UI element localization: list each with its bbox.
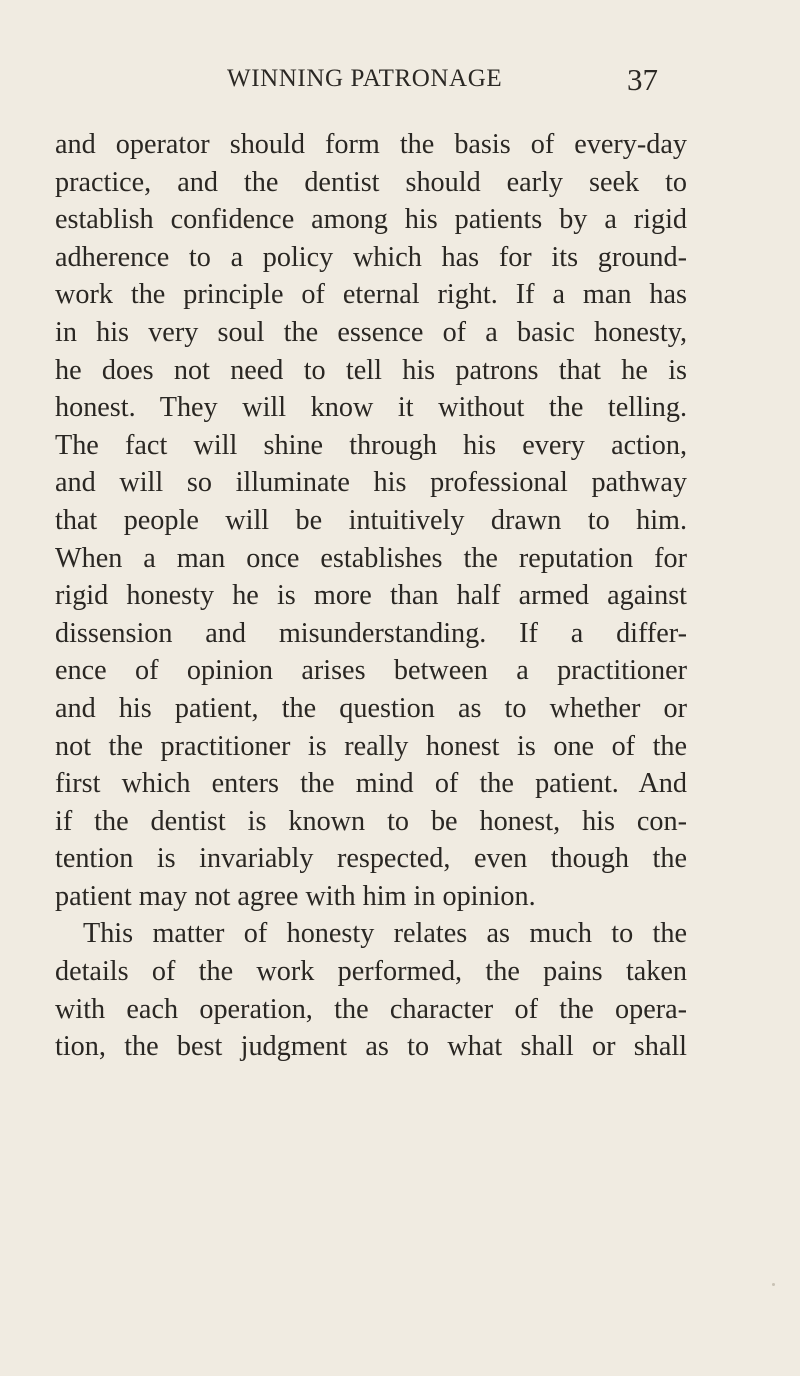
text-line: in his very soul the essence of a basic honesty, [55,316,687,348]
text-line: not the practitioner is really honest is one of the [55,730,687,762]
text-line: tention is invariably respected, even though the [55,843,687,875]
text-line: honest. They will know it without the telling. [55,392,687,424]
running-head-title: WINNING PATRONAGE [227,65,503,92]
text-line: practice, and the dentist should early seek to [55,166,687,198]
text-line: establish confidence among his patients by a rigid [55,204,687,236]
text-line: work the principle of eternal right. If a man has [55,279,687,311]
running-head [0,63,800,103]
text-line: The fact will shine through his every action, [55,429,687,461]
text-line: and will so illuminate his professional pathway [55,467,687,499]
page-number: 37 [627,62,658,97]
text-line: if the dentist is known to be honest, his con- [55,805,687,837]
text-line: he does not need to tell his patrons that he is [55,354,687,386]
body-text [55,126,687,1066]
text-line: details of the work performed, the pains taken [55,956,687,988]
text-line: first which enters the mind of the patient. And [55,768,687,800]
text-line: tion, the best judgment as to what shall or shall [55,1031,687,1063]
text-line: that people will be intuitively drawn to him. [55,504,687,536]
text-line: This matter of honesty relates as much to the [83,918,687,950]
text-line: dissension and misunderstanding. If a differ- [55,617,687,649]
text-line: and his patient, the question as to whether or [55,692,687,724]
text-line: When a man once establishes the reputation for [55,542,687,574]
text-line: adherence to a policy which has for its ground- [55,241,687,273]
text-line: and operator should form the basis of every-day [55,129,687,160]
text-line: ence of opinion arises between a practitioner [55,655,687,687]
text-line: with each operation, the character of the opera- [55,993,687,1025]
text-line: rigid honesty he is more than half armed against [55,580,687,612]
paper-speck [772,1283,775,1286]
text-line: patient may not agree with him in opinion. [55,880,536,912]
